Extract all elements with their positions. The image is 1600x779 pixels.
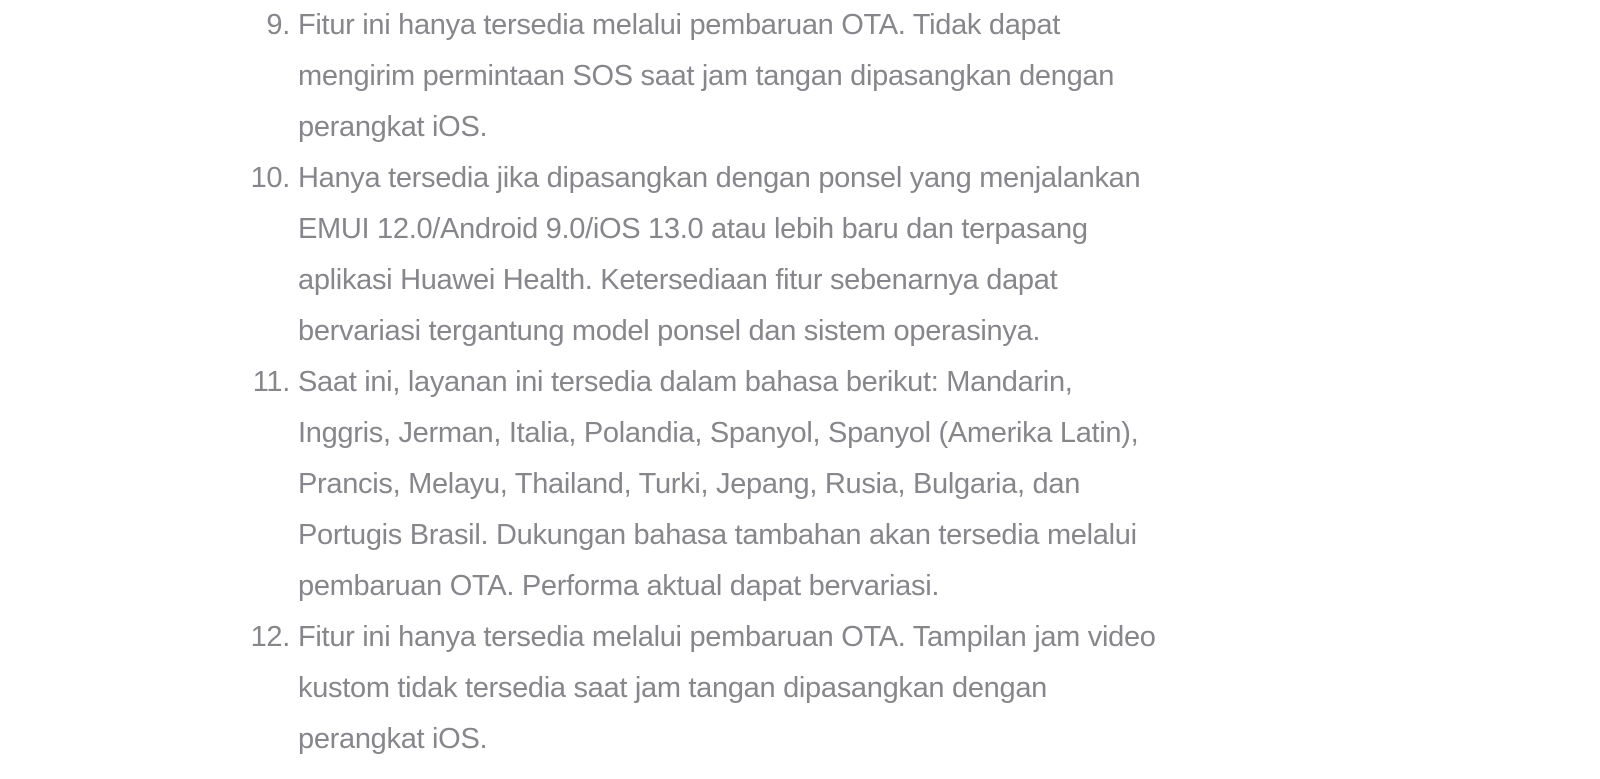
footnote-line: Prancis, Melayu, Thailand, Turki, Jepang, Rusia, Bulgaria, dan bbox=[298, 468, 1081, 500]
footnote-number: 12. bbox=[250, 621, 290, 653]
footnote-item bbox=[240, 153, 1360, 357]
footnote-line: EMUI 12.0/Android 9.0/iOS 13.0 atau lebih baru dan terpasang bbox=[298, 213, 1088, 245]
footnote-line: aplikasi Huawei Health. Ketersediaan fitur sebenarnya dapat bbox=[298, 264, 1058, 296]
footnote-line: Inggris, Jerman, Italia, Polandia, Spanyol, Spanyol (Amerika Latin), bbox=[298, 417, 1139, 449]
footnote-number: 10. bbox=[250, 162, 290, 194]
footnote-line: perangkat iOS. bbox=[298, 723, 488, 755]
footnote-line: pembaruan OTA. Performa aktual dapat bervariasi. bbox=[298, 570, 940, 602]
footnote-line: Hanya tersedia jika dipasangkan dengan ponsel yang menjalankan bbox=[298, 162, 1141, 194]
footnote-text bbox=[298, 612, 1360, 765]
footnote-item bbox=[240, 357, 1360, 612]
footnote-text bbox=[298, 357, 1360, 612]
footnote-line: Fitur ini hanya tersedia melalui pembaruan OTA. Tidak dapat bbox=[298, 9, 1060, 41]
footnote-text bbox=[298, 0, 1360, 153]
footnote-number: 11. bbox=[252, 366, 290, 398]
footnote-line: bervariasi tergantung model ponsel dan sistem operasinya. bbox=[298, 315, 1041, 347]
footnote-line: Portugis Brasil. Dukungan bahasa tambahan akan tersedia melalui bbox=[298, 519, 1137, 551]
footnote-text bbox=[298, 153, 1360, 357]
footnote-line: Fitur ini hanya tersedia melalui pembaruan OTA. Tampilan jam video bbox=[298, 621, 1156, 653]
footnote-line: Saat ini, layanan ini tersedia dalam bahasa berikut: Mandarin, bbox=[298, 366, 1073, 398]
footnote-line: perangkat iOS. bbox=[298, 111, 488, 143]
footnote-item bbox=[240, 612, 1360, 765]
footnote-number: 9. bbox=[266, 9, 290, 41]
footnote-line: kustom tidak tersedia saat jam tangan dipasangkan dengan bbox=[298, 672, 1047, 704]
footnotes-list bbox=[240, 0, 1360, 765]
footnote-line: mengirim permintaan SOS saat jam tangan dipasangkan dengan bbox=[298, 60, 1115, 92]
footnote-item bbox=[240, 0, 1360, 153]
